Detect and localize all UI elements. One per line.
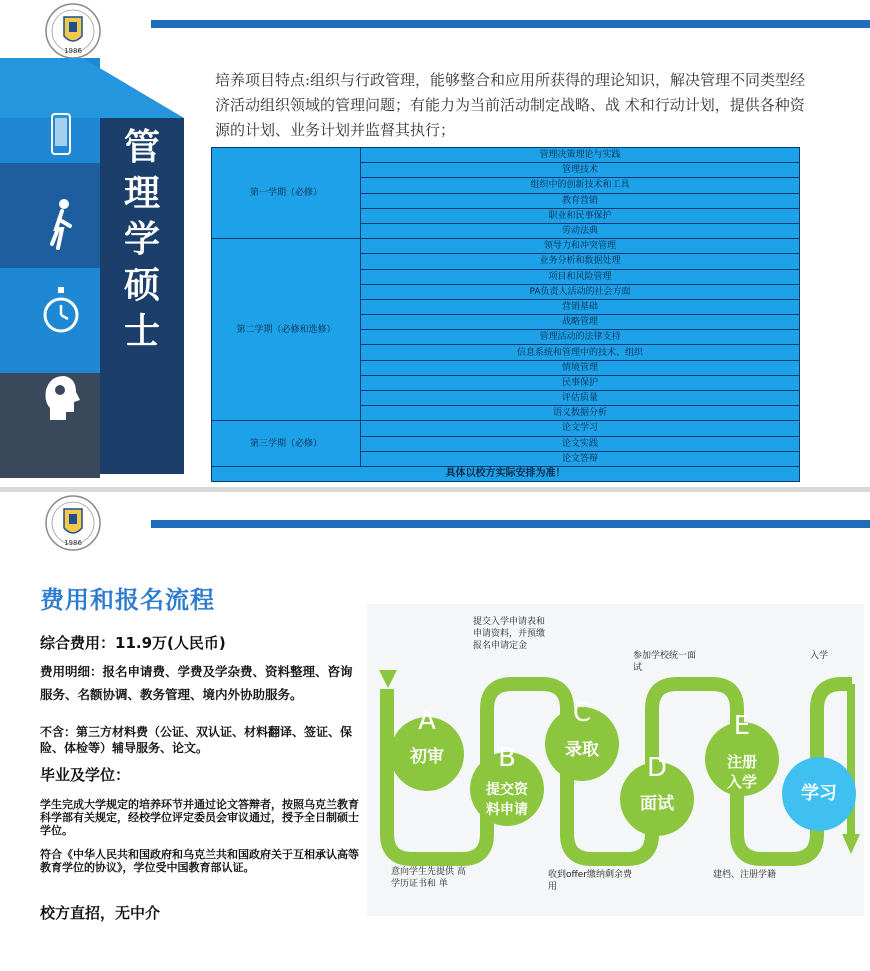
title-char: 理 <box>123 173 160 214</box>
direct-recruitment: 校方直招，无中介 <box>40 904 161 922</box>
course-name: 组织中的创新技术和工具 <box>361 178 800 193</box>
step-a-name: 初审 <box>410 747 444 767</box>
note-offer: 收到offer缴纳剩余费用 <box>548 870 632 892</box>
title-block <box>100 118 184 474</box>
enrollment-flow-diagram <box>367 604 864 916</box>
table-footer: 具体以校方实际安排为准！ <box>212 466 800 481</box>
note-enroll: 入学 <box>810 651 829 661</box>
course-name: 民事保护 <box>361 375 800 390</box>
semester-label: 第一学期（必修） <box>212 148 361 239</box>
curriculum-table <box>211 147 800 482</box>
course-name: 管理决策理论与实践 <box>361 148 800 163</box>
table-footer-row <box>212 466 800 481</box>
course-name: 劳动法典 <box>361 223 800 238</box>
stopwatch-icon <box>38 283 84 343</box>
step-d-name: 面试 <box>640 794 674 814</box>
step-e-name: 注册入学 <box>726 753 757 791</box>
course-name: 领导力和冲突管理 <box>361 239 800 254</box>
course-name: 战略管理 <box>361 315 800 330</box>
course-row <box>212 421 800 436</box>
note-submit: 提交入学申请表和申请资料，并预缴报名申请定金 <box>473 617 546 651</box>
step-d-letter: D <box>646 753 668 783</box>
svg-text:1986: 1986 <box>64 539 82 547</box>
graduation-text-1: 学生完成大学规定的培养环节并通过论文答辩者，按照乌克兰教育科学部有关规定，经校学位评定委员会审议通过，授予全日制硕士学位。 <box>40 798 359 837</box>
course-row <box>212 148 800 163</box>
title-char: 学 <box>123 219 160 260</box>
course-name: 教育营销 <box>361 193 800 208</box>
graduation-title: 毕业及学位： <box>40 766 131 784</box>
note-interview: 参加学校统一面试 <box>633 651 697 673</box>
course-name: 职业和民事保护 <box>361 208 800 223</box>
course-name: 论文实践 <box>361 436 800 451</box>
course-row <box>212 239 800 254</box>
walking-person-icon <box>38 196 84 256</box>
step-c-letter: C <box>572 698 592 728</box>
course-name: 管理技术 <box>361 163 800 178</box>
step-b-name: 提交资料申请 <box>486 782 528 818</box>
course-name: 营销基础 <box>361 299 800 314</box>
course-name: 论文学习 <box>361 421 800 436</box>
step-a-letter: A <box>418 706 436 736</box>
graduation-text-2: 符合《中华人民共和国政府和乌克兰共和国政府关于互相承认高等教育学位的协议》，学位受中国教育部认证。 <box>40 848 359 874</box>
step-b-letter: B <box>498 743 516 773</box>
university-logo <box>44 494 102 552</box>
note-initial: 意向学生先提供 高学历证书和 单 <box>391 867 466 889</box>
semester-label: 第二学期（必修和选修） <box>212 239 361 421</box>
course-name: 信息系统和管理中的技术、组织 <box>361 345 800 360</box>
total-fee: 综合费用：11.9万(人民币) <box>40 634 226 652</box>
title-char: 硕 <box>123 265 160 306</box>
head-gears-icon <box>38 368 84 428</box>
program-intro: 培养项目特点:组织与行政管理，能够整合和应用所获得的理论知识，解决管理不同类型经济活动组织领域的管理问题；有能力为当前活动制定战略、战 术和行动计划，提供各种资源的计划、业务计划并监督其执行； <box>215 71 806 139</box>
tablet-icon <box>38 108 84 168</box>
title-char: 管 <box>123 127 160 168</box>
header-bar <box>151 20 870 28</box>
left-decoration <box>0 58 190 478</box>
note-register: 建档、注册学籍 <box>713 870 777 880</box>
header-bar <box>151 520 870 528</box>
course-name: 业务分析和数据处理 <box>361 254 800 269</box>
course-name: 情境管理 <box>361 360 800 375</box>
university-logo <box>44 2 102 60</box>
end-arrow <box>842 834 860 854</box>
section-title: 费用和报名流程 <box>40 586 215 614</box>
semester-label: 第三学期（必修） <box>212 421 361 467</box>
course-name: 语义数据分析 <box>361 406 800 421</box>
course-name: PA负责人活动的社会方面 <box>361 284 800 299</box>
course-name: 管理活动的法律支持 <box>361 330 800 345</box>
not-included: 不含：第三方材料费（公证、双认证、材料翻译、签证、保险、体检等）辅导服务、论文。 <box>40 725 353 755</box>
course-name: 评估质量 <box>361 391 800 406</box>
start-arrow <box>379 670 397 688</box>
slide-fees <box>0 492 870 971</box>
step-study-name: 学习 <box>801 783 837 804</box>
step-c-name: 录取 <box>565 740 599 760</box>
title-char: 士 <box>123 311 160 352</box>
svg-text:1986: 1986 <box>64 47 82 55</box>
course-name: 论文答辩 <box>361 451 800 466</box>
step-e-letter: E <box>733 711 751 741</box>
course-name: 项目和风险管理 <box>361 269 800 284</box>
fee-detail: 费用明细：报名申请费、学费及学杂费、资料整理、咨询服务、名额协调、教务管理、境内外协助服务。 <box>40 664 353 702</box>
